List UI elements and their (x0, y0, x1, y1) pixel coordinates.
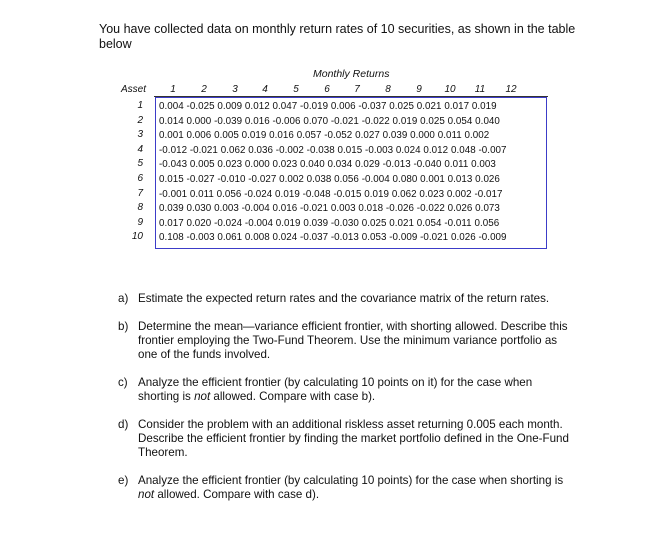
question-text: Consider the problem with an additional riskless asset returning 0.005 each month. Describe the efficient frontier by finding the market portfolio defined in the One-Fund Theorem. (138, 418, 569, 459)
column-header: 9 (416, 84, 422, 95)
table-row: 0.001 0.006 0.005 0.019 0.016 0.057 -0.052 0.027 0.039 0.000 0.011 0.002 (159, 130, 490, 142)
question-label: a) (118, 292, 129, 305)
question-d (118, 418, 573, 460)
asset-number: 10 (131, 231, 143, 243)
question-a (118, 292, 573, 306)
asset-number: 9 (137, 216, 143, 228)
question-label: e) (118, 474, 129, 487)
table-row: 0.039 0.030 0.003 -0.004 0.016 -0.021 0.003 0.018 -0.026 -0.022 0.026 0.073 (159, 203, 500, 215)
column-header: 3 (232, 84, 238, 95)
asset-number: 2 (137, 114, 143, 126)
question-label: d) (118, 418, 129, 431)
question-emphasis: not (194, 390, 211, 403)
column-header: 10 (444, 84, 456, 95)
question-label: b) (118, 320, 129, 333)
question-text: Determine the mean—variance efficient frontier, with shorting allowed. Describe this frontier employing the Two-Fund Theorem. Use the minimum variance portfolio as one of the funds involved. (138, 320, 568, 361)
question-emphasis: not (138, 488, 155, 501)
column-header: 5 (293, 84, 299, 95)
table-row: 0.014 0.000 -0.039 0.016 -0.006 0.070 -0.021 -0.022 0.019 0.025 0.054 0.040 (159, 115, 500, 127)
returns-data-box (155, 97, 547, 249)
question-text-before: Analyze the efficient frontier (by calculating 10 points) for the case when shorting is (138, 474, 564, 487)
asset-number: 3 (137, 129, 143, 141)
asset-number: 4 (137, 143, 143, 155)
column-header: 6 (324, 84, 330, 95)
table-row: 0.015 -0.027 -0.010 -0.027 0.002 0.038 0.056 -0.004 0.080 0.001 0.013 0.026 (159, 174, 500, 185)
table-row: 0.017 0.020 -0.024 -0.004 0.019 0.039 -0.030 0.025 0.021 0.054 -0.011 0.056 (159, 217, 500, 229)
asset-number: 1 (137, 100, 143, 111)
table-row: 0.004 -0.025 0.009 0.012 0.047 -0.019 0.006 -0.037 0.025 0.021 0.017 0.019 (159, 101, 497, 112)
column-header: 7 (354, 84, 360, 95)
table-row: 0.108 -0.003 0.061 0.008 0.024 -0.037 -0.013 0.053 -0.009 -0.021 0.026 -0.009 (159, 232, 507, 244)
column-header: 12 (505, 84, 517, 95)
question-label: c) (118, 376, 128, 389)
asset-number: 7 (137, 187, 143, 199)
table-row: -0.012 -0.021 0.062 0.036 -0.002 -0.038 0.015 -0.003 0.024 0.012 0.048 -0.007 (159, 144, 507, 156)
question-e (118, 474, 573, 502)
question-c (118, 376, 573, 404)
asset-number: 8 (137, 202, 143, 214)
asset-number: 5 (137, 158, 143, 170)
column-header: 4 (262, 84, 268, 95)
question-text-after: allowed. Compare with case d). (154, 488, 320, 501)
asset-number: 6 (137, 173, 143, 184)
question-b (118, 320, 573, 362)
table-row: -0.001 0.011 0.056 -0.024 0.019 -0.048 -0.015 0.019 0.062 0.023 0.002 -0.017 (159, 188, 503, 200)
column-header: 11 (474, 84, 486, 95)
column-header: 1 (170, 84, 176, 95)
intro-text: You have collected data on monthly return rates of 10 securities, as shown in the table below (99, 22, 576, 51)
question-text-before: Analyze the efficient frontier (by calculating 10 points on it) for the case when shorting is (138, 376, 533, 403)
question-list (118, 292, 573, 516)
table-row: -0.043 0.005 0.023 0.000 0.023 0.040 0.034 0.029 -0.013 -0.040 0.011 0.003 (159, 159, 496, 171)
column-header: 8 (385, 84, 391, 95)
asset-header: Asset (121, 84, 147, 95)
column-header: 2 (201, 84, 207, 95)
question-text: Estimate the expected return rates and the covariance matrix of the return rates. (138, 292, 550, 305)
question-text-after: allowed. Compare with case b). (210, 390, 376, 403)
table-title: Monthly Returns (313, 68, 390, 80)
